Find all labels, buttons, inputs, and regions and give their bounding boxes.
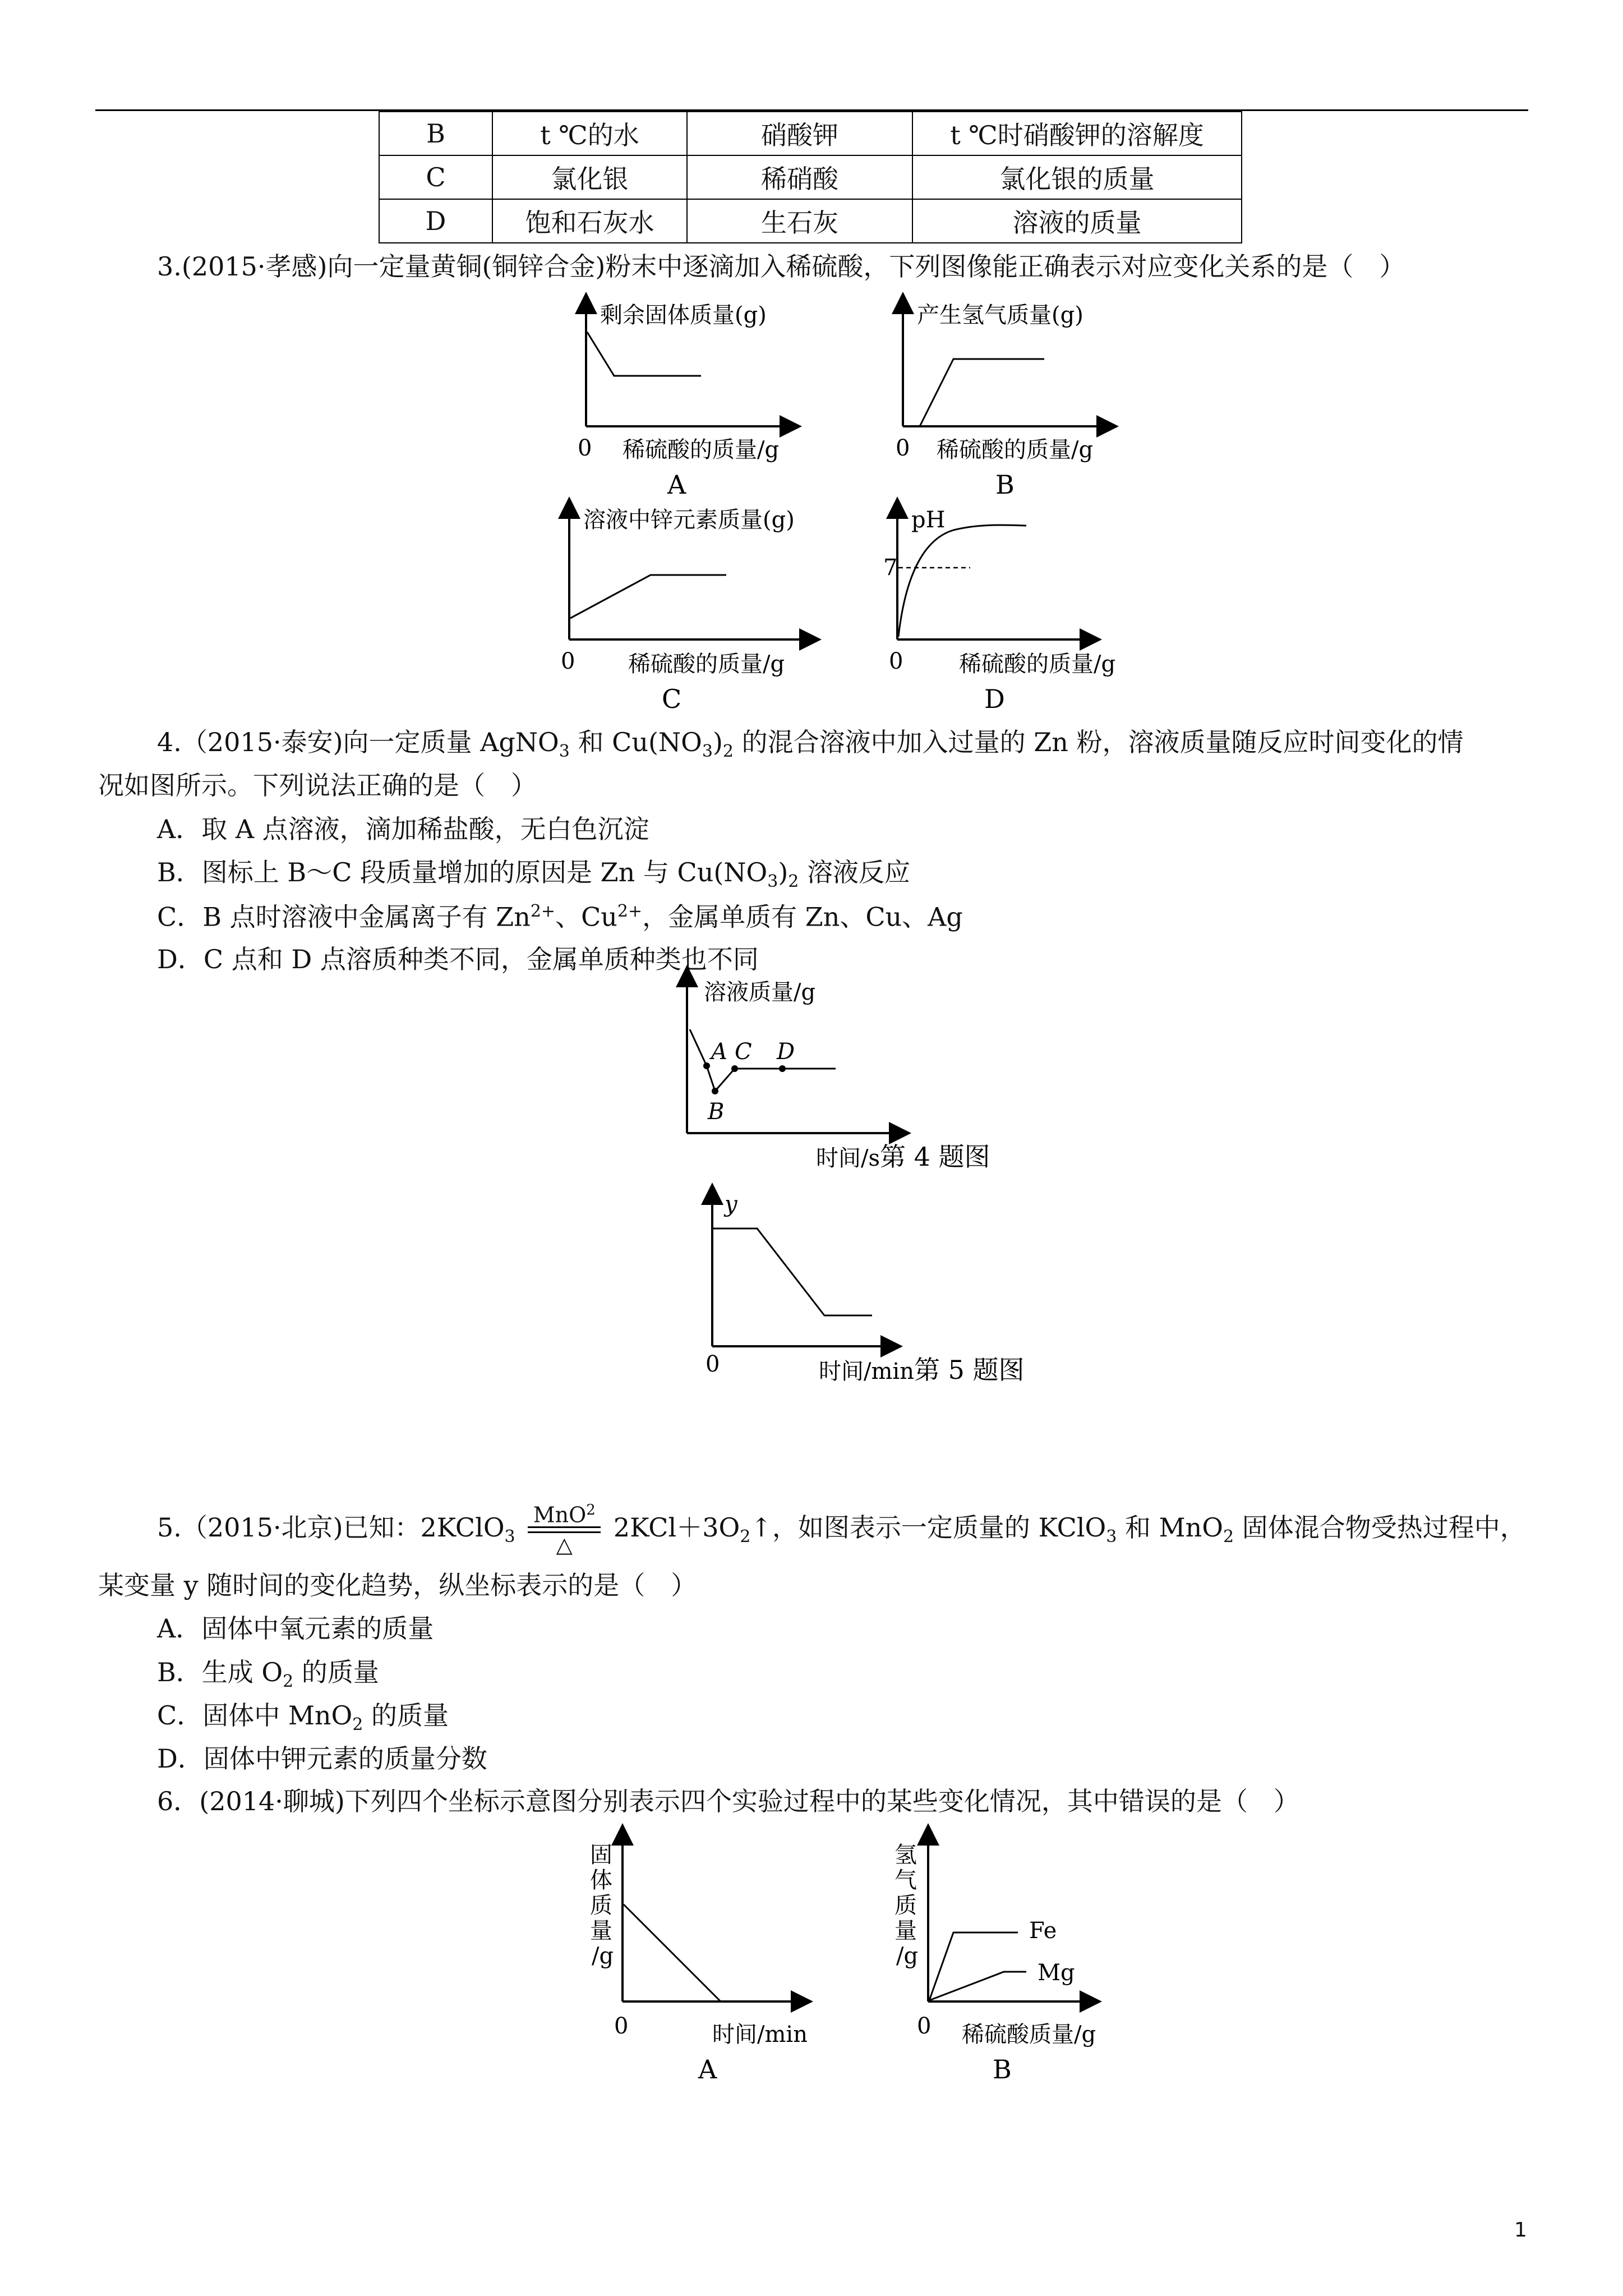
q5-stem-line2: 某变量 y 随时间的变化趋势，纵坐标表示的是（ ） xyxy=(98,1570,697,1600)
y-axis-label: 剩余固体质量(g) xyxy=(600,302,767,328)
point-c-label: C xyxy=(735,1039,752,1065)
q5-option-b xyxy=(157,1659,379,1690)
y-axis-label: 溶液质量/g xyxy=(704,979,816,1005)
text-run: 5.（2015·北京)已知：2KClO xyxy=(157,1512,505,1543)
table-cell: 生石灰 xyxy=(687,199,912,243)
y-axis-label: 溶液中锌元素质量(g) xyxy=(583,507,795,533)
x-axis-label: 稀硫酸的质量/g xyxy=(628,651,785,677)
y-axis-label: pH xyxy=(911,507,946,533)
graph-letter: B xyxy=(993,2054,1012,2085)
table-cell: 氯化银 xyxy=(492,155,687,199)
text-run: 2KCl＋3O xyxy=(613,1512,740,1543)
text-run: 的质量 xyxy=(363,1700,449,1731)
superscript: 2+ xyxy=(617,901,643,921)
page-number: 1 xyxy=(1514,2219,1527,2242)
text-run: 固体混合物受热过程中， xyxy=(1234,1512,1526,1543)
graph-letter: C xyxy=(662,684,682,714)
point-b-label: B xyxy=(708,1099,725,1125)
x-axis-label xyxy=(819,1355,1024,1385)
graph-letter: D xyxy=(984,684,1005,714)
x-label-text: 时间/min xyxy=(819,1359,914,1384)
origin-label: 0 xyxy=(578,435,592,461)
condition-catalyst xyxy=(528,1503,601,1526)
point-d-marker xyxy=(779,1065,786,1072)
table-cell: B xyxy=(379,112,492,155)
y-label-char: 量 xyxy=(590,1918,612,1944)
origin-label: 0 xyxy=(706,1351,720,1377)
x-label-text: 时间/s xyxy=(816,1145,880,1171)
y-label-char: /g xyxy=(896,1943,919,1969)
text-run: ) xyxy=(712,727,723,757)
subscript: 3 xyxy=(767,872,778,892)
y-label-char: 量 xyxy=(895,1918,917,1944)
subscript: 2 xyxy=(283,1672,294,1692)
text-run: ) xyxy=(778,857,789,887)
text-run: ↑，如图表示一定质量的 KClO xyxy=(750,1512,1106,1543)
q6-stem: 6．(2014·聊城)下列四个坐标示意图分别表示四个实验过程中的某些变化情况，其中错误的是（ ） xyxy=(157,1786,1299,1816)
table-cell: 硝酸钾 xyxy=(687,112,912,155)
text-run: 的混合溶液中加入过量的 Zn 粉，溶液质量随反应时间变化的情 xyxy=(734,727,1464,757)
superscript: 2 xyxy=(586,1502,596,1519)
y-label-char: /g xyxy=(592,1943,614,1969)
q5-stem-line1 xyxy=(157,1502,1526,1557)
mg-line xyxy=(929,1972,1026,2000)
mg-label: Mg xyxy=(1038,1960,1075,1986)
figure-caption: 第 4 题图 xyxy=(880,1142,990,1172)
y-label-char: 气 xyxy=(895,1867,917,1893)
reaction-condition xyxy=(528,1502,601,1557)
graph-letter: B xyxy=(995,470,1015,500)
table-cell: 溶液的质量 xyxy=(912,199,1242,243)
fe-line xyxy=(929,1932,1018,2000)
y-label-char: 质 xyxy=(895,1893,917,1918)
x-axis-label: 稀硫酸质量/g xyxy=(962,2022,1096,2047)
point-a-label: A xyxy=(711,1039,727,1065)
reference-label: 7 xyxy=(883,555,898,581)
text-run: 和 Cu(NO xyxy=(569,727,702,757)
text-run: 溶液反应 xyxy=(799,857,910,887)
text-run: 4.（2015·泰安)向一定质量 AgNO xyxy=(157,727,559,757)
origin-label: 0 xyxy=(889,648,903,674)
table-cell: 稀硝酸 xyxy=(687,155,912,199)
table-cell: 饱和石灰水 xyxy=(492,199,687,243)
text-run: C．B 点时溶液中金属离子有 Zn xyxy=(157,901,531,932)
x-axis-label: 稀硫酸的质量/g xyxy=(959,651,1116,677)
q4-stem-line2: 况如图所示。下列说法正确的是（ ） xyxy=(98,770,537,800)
subscript: 3 xyxy=(504,1527,515,1547)
table-cell: t ℃时硝酸钾的溶解度 xyxy=(912,112,1242,155)
subscript: 3 xyxy=(559,742,570,762)
y-label-char: 氢 xyxy=(895,1842,917,1868)
q5-option-c xyxy=(157,1700,449,1735)
graph-letter: A xyxy=(667,470,686,500)
subscript: 2 xyxy=(788,872,799,892)
subscript: 2 xyxy=(352,1715,363,1735)
graph-line xyxy=(624,1904,721,2001)
q6-graph-b xyxy=(895,1834,1096,2085)
point-b-marker xyxy=(712,1088,718,1094)
text-run: 的质量 xyxy=(293,1657,379,1687)
q5-graph xyxy=(706,1191,1024,1385)
subscript: 2 xyxy=(1223,1527,1234,1547)
text-run: 、Cu xyxy=(555,901,617,932)
x-axis-label: 时间/min xyxy=(712,2022,808,2047)
q4-option-d: D．C 点和 D 点溶质种类不同，金属单质种类也不同 xyxy=(157,944,759,974)
table-cell: 氯化银的质量 xyxy=(912,155,1242,199)
y-axis-label: 产生氢气质量(g) xyxy=(917,302,1083,328)
x-axis-label xyxy=(816,1142,990,1172)
superscript: 2+ xyxy=(530,901,556,921)
condition-heat: △ xyxy=(556,1533,573,1557)
point-c-marker xyxy=(731,1065,738,1072)
y-label-char: 体 xyxy=(590,1867,612,1893)
subscript: 3 xyxy=(702,742,713,762)
text-run: B．生成 O xyxy=(157,1657,283,1687)
graph-line xyxy=(713,1228,872,1315)
q6-graphs xyxy=(0,1818,1623,2109)
x-axis-label: 稀硫酸的质量/g xyxy=(623,437,780,463)
origin-label: 0 xyxy=(614,2013,629,2039)
x-axis-label: 稀硫酸的质量/g xyxy=(937,437,1094,463)
y-axis-label: y xyxy=(725,1191,737,1217)
q4-graph xyxy=(687,976,990,1172)
q5-option-d: D．固体中钾元素的质量分数 xyxy=(157,1743,487,1774)
text-run: ，金属单质有 Zn、Cu、Ag xyxy=(642,901,963,932)
q3-stem: 3.(2015·孝感)向一定量黄铜(铜锌合金)粉末中逐滴加入稀硫酸，下列图像能正确表示对应变化关系的是（ ） xyxy=(157,251,1405,282)
text-run: C．固体中 MnO xyxy=(157,1700,353,1731)
subscript: 2 xyxy=(740,1527,751,1547)
graph-letter: A xyxy=(698,2054,717,2085)
text-run: B．图标上 B～C 段质量增加的原因是 Zn 与 Cu(NO xyxy=(157,857,768,887)
origin-label: 0 xyxy=(561,648,575,674)
subscript: 3 xyxy=(1106,1527,1117,1547)
text-run: MnO xyxy=(533,1502,587,1527)
y-label-char: 固 xyxy=(590,1842,612,1868)
subscript: 2 xyxy=(722,742,734,762)
point-a-marker xyxy=(703,1062,710,1069)
origin-label: 0 xyxy=(917,2013,932,2039)
table-cell: t ℃的水 xyxy=(492,112,687,155)
table-cell: C xyxy=(379,155,492,199)
origin-label: 0 xyxy=(896,435,910,461)
q5-option-a: A．固体中氧元素的质量 xyxy=(157,1613,434,1644)
fe-label: Fe xyxy=(1029,1918,1057,1944)
q6-graph-a xyxy=(590,1834,808,2085)
text-run: 和 MnO xyxy=(1117,1512,1223,1543)
table-cell: D xyxy=(379,199,492,243)
point-d-label: D xyxy=(777,1039,795,1065)
q4-option-a: A．取 A 点溶液，滴加稀盐酸，无白色沉淀 xyxy=(157,814,649,844)
y-label-char: 质 xyxy=(590,1893,612,1918)
figure-caption: 第 5 题图 xyxy=(914,1355,1025,1385)
